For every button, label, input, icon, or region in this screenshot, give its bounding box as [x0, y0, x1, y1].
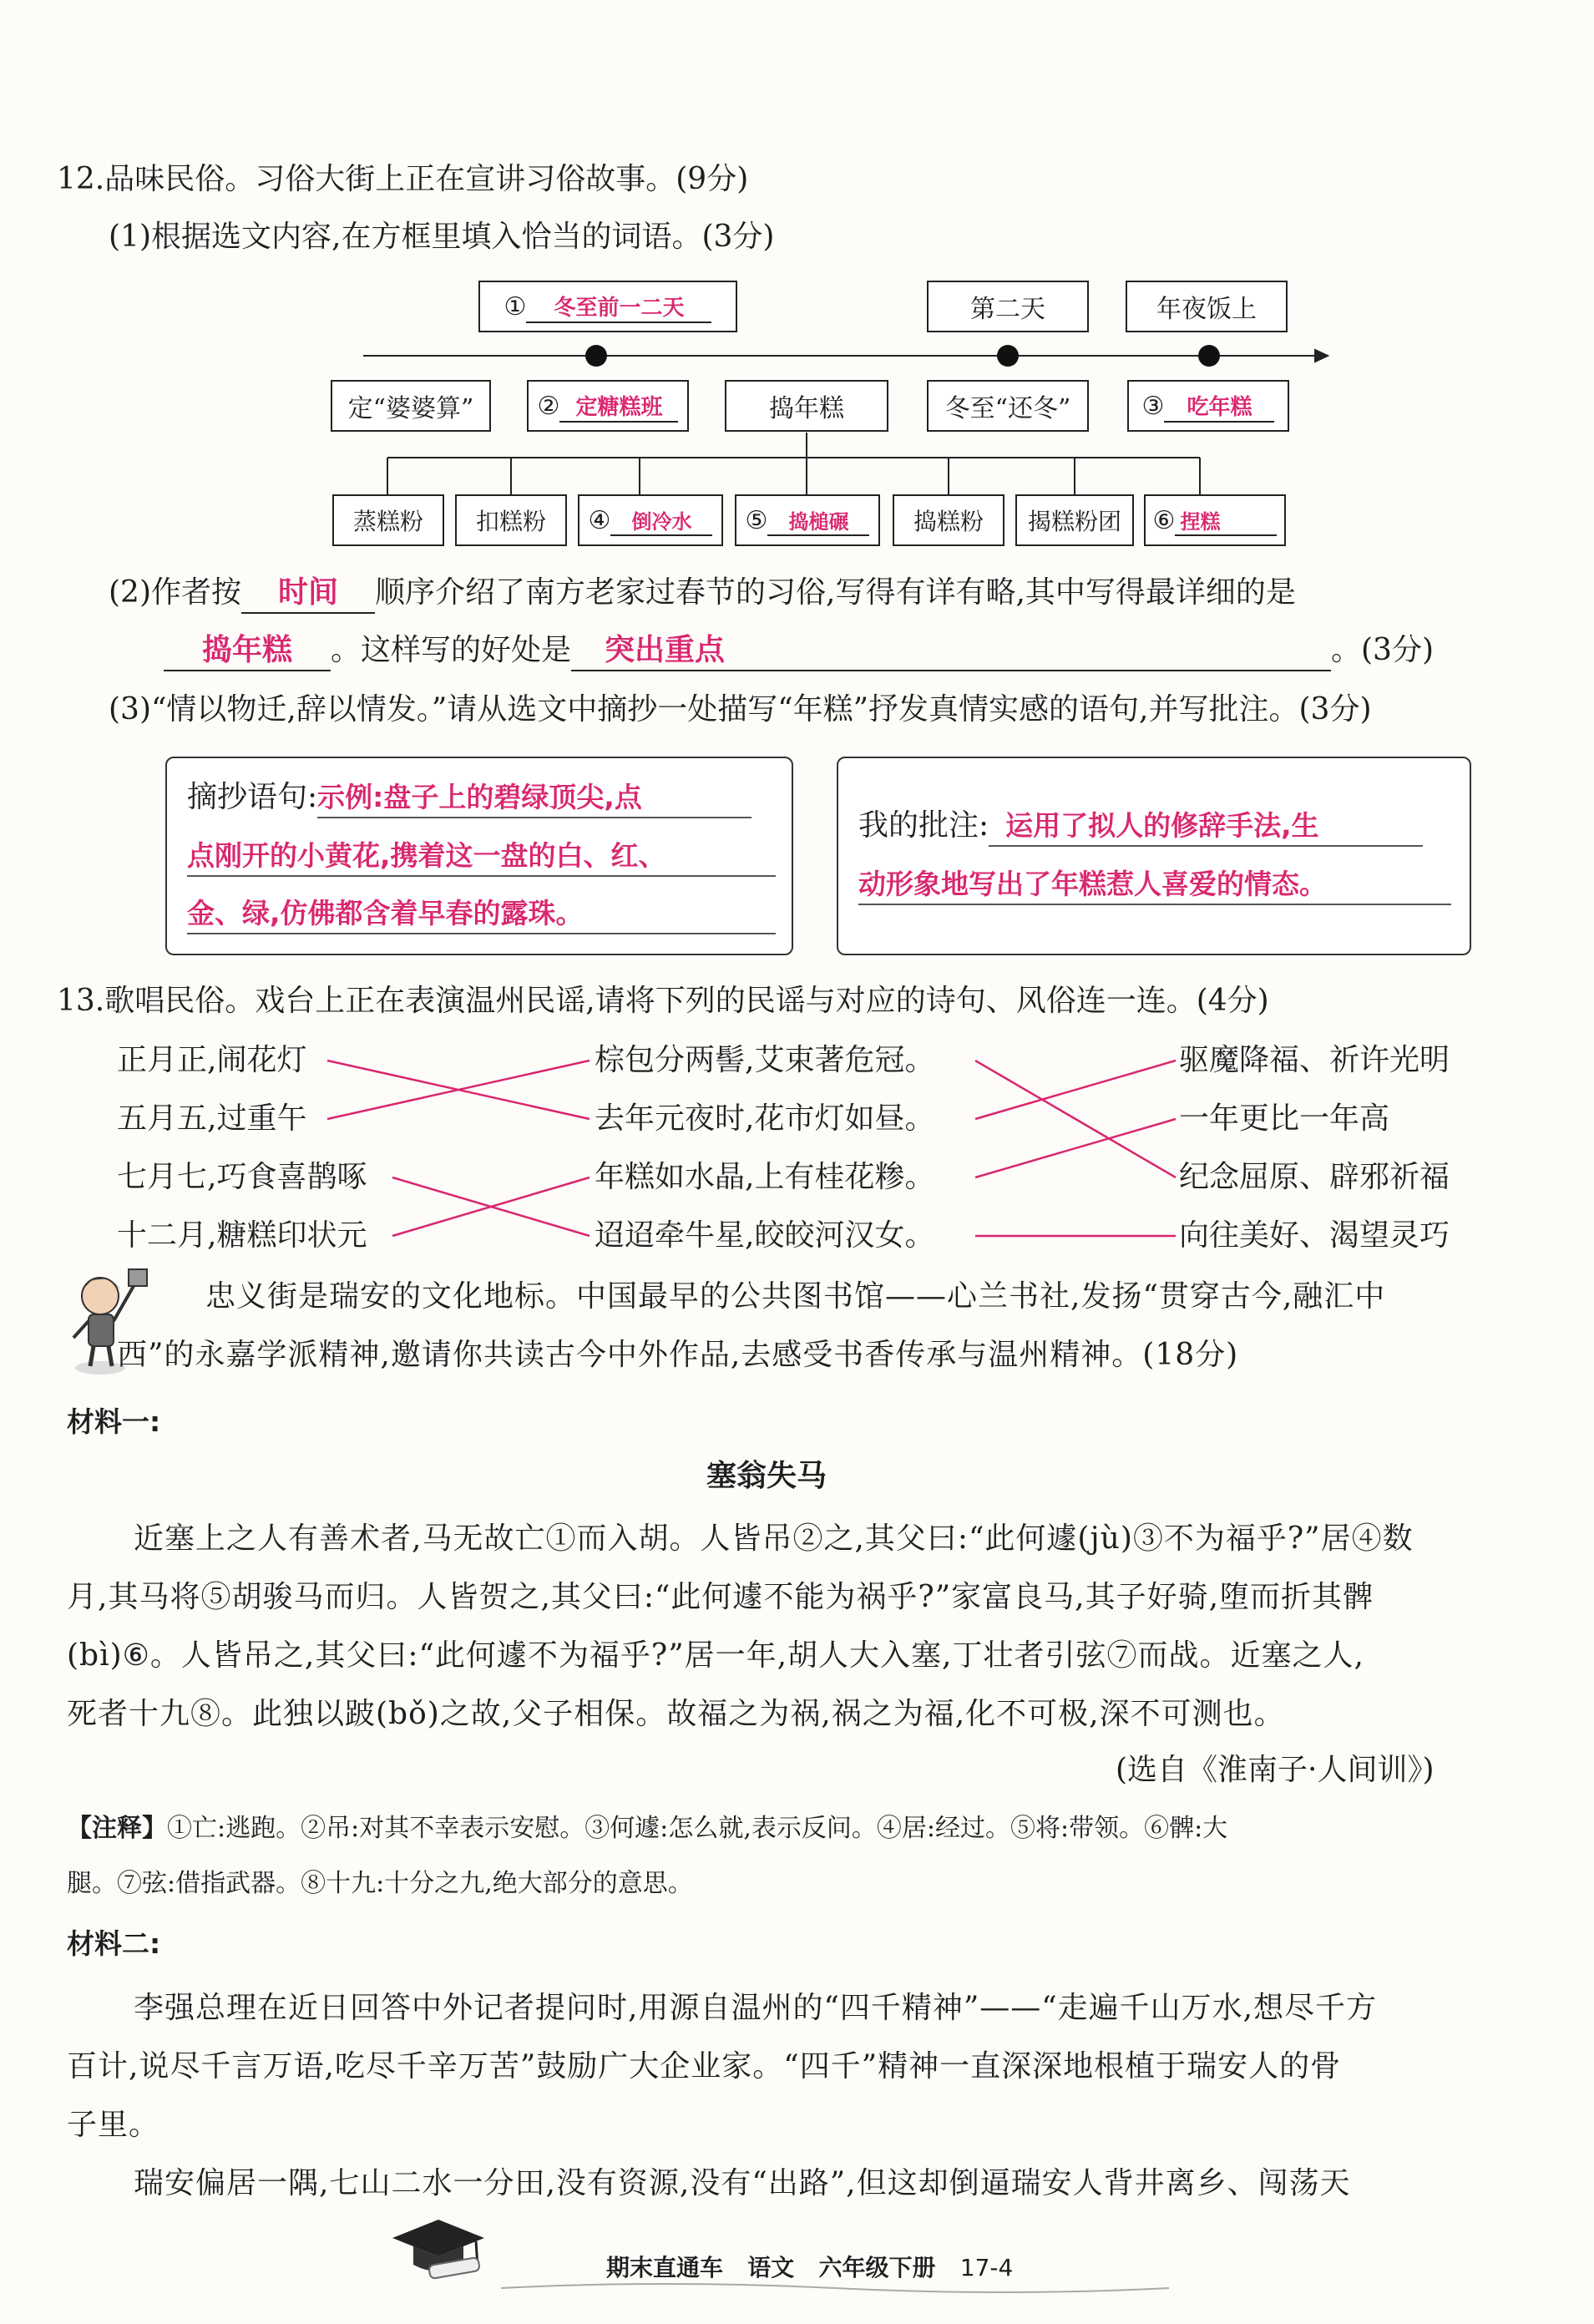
material1-title: 塞翁失马: [706, 1459, 827, 1493]
box-number: ⑤: [745, 505, 768, 535]
excerpt-line3: 金、绿,仿佛都含着早春的露珠。: [187, 894, 776, 934]
mid-box-3: 捣年糕: [725, 380, 888, 432]
comment-label: 我的批注:: [858, 808, 989, 843]
q12-sub1: (1)根据选文内容,在方框里填入恰当的词语。(3分): [109, 220, 775, 254]
timeline-dot-2: [997, 345, 1019, 367]
sub2-text-b: 顺序介绍了南方老家过春节的习俗,写得有详有略,其中写得最详细的是: [375, 575, 1296, 610]
poem-2[interactable]: 去年元夜时,花市灯如昼。: [595, 1101, 935, 1136]
footer-book: 期末直通车: [606, 2254, 724, 2281]
custom-3[interactable]: 纪念屈原、辟邪祈福: [1179, 1160, 1450, 1194]
material1-line2: 月,其马将⑤胡骏马而归。人皆贺之,其父曰:“此何遽不能为祸乎?”家富良马,其子好骑,堕而折其髀: [67, 1580, 1374, 1614]
box-number: ③: [1141, 391, 1165, 421]
footer-subject: 语文: [747, 2254, 795, 2281]
box-number: ④: [588, 505, 611, 535]
q13-title: 13.歌唱民俗。戏台上正在表演温州民谣,请将下列的民谣与对应的诗句、风俗连一连。(4分): [57, 984, 1269, 1018]
material1-label: 材料一:: [67, 1405, 161, 1438]
match-line-7: [975, 1119, 1176, 1177]
q12-sub3: (3)“情以物迁,辞以情发。”请从选文中摘抄一处描写“年糕”抒发真情实感的语句,并写批注。(3分): [109, 692, 1372, 727]
page-number: 17-4: [959, 2254, 1014, 2281]
match-line-5: [975, 1061, 1176, 1177]
answer-6: 捏糕: [1175, 505, 1277, 536]
folk-song-1[interactable]: 正月正,闹花灯: [117, 1043, 307, 1077]
footer-grade: 六年级下册: [818, 2254, 936, 2281]
excerpt-line1: 示例:盘子上的碧绿顶尖,点: [317, 778, 751, 818]
comment-row1: [858, 807, 1423, 847]
bottom-box-4: [735, 494, 880, 546]
intro-line2: 西”的永嘉学派精神,邀请你共读古今中外作品,去感受书香传承与温州精神。(18分): [117, 1338, 1239, 1372]
poem-1[interactable]: 棕包分两髻,艾束著危冠。: [595, 1043, 935, 1077]
excerpt-row1: [187, 778, 751, 818]
material1-notes-line1: [67, 1812, 1227, 1846]
footer-bar: [606, 2250, 1013, 2283]
matching-lines: [0, 1027, 1594, 1261]
mid-box-1: 定“婆婆算”: [331, 380, 491, 432]
box-number: ②: [537, 391, 560, 421]
answer-detail: 捣年糕: [164, 631, 331, 671]
top-box-3: 年夜饭上: [1126, 281, 1288, 332]
q12-sub2-line2: [164, 631, 1434, 671]
comment-line2: 动形象地写出了年糕惹人喜爱的情态。: [858, 865, 1451, 905]
bottom-box-1: 蒸糕粉: [332, 494, 444, 546]
sub2-text-c: 。这样写的好处是: [331, 633, 572, 667]
material2-line2: 百计,说尽千言万语,吃尽千辛万苦”鼓励广大企业家。“四千”精神一直深深地根植于瑞安人的骨: [67, 2049, 1342, 2083]
custom-2[interactable]: 一年更比一年高: [1179, 1101, 1390, 1136]
mid-box-4: 冬至“还冬”: [927, 380, 1089, 432]
material2-line3: 子里。: [67, 2108, 160, 2142]
folk-song-3[interactable]: 七月七,巧食喜鹊啄: [117, 1160, 367, 1194]
comment-frame: [837, 757, 1471, 955]
timeline-arrowhead: [1315, 350, 1328, 362]
sub2-text-a: (2)作者按: [109, 575, 241, 610]
q12-sub2-line1: [109, 574, 1296, 614]
notes-text1: ①亡:逃跑。②吊:对其不幸表示安慰。③何遽:怎么就,表示反问。④居:经过。⑤将:带领。⑥髀:大: [167, 1814, 1228, 1843]
material1-line3: (bì)⑥。人皆吊之,其父曰:“此何遽不为福乎?”居一年,胡人大入塞,丁壮者引弦⑦而战。近塞之人,: [67, 1638, 1364, 1673]
excerpt-line2: 点刚开的小黄花,携着这一盘的白、红、: [187, 837, 776, 877]
intro-line1: 忠义街是瑞安的文化地标。中国最早的公共图书馆——心兰书社,发扬“贯穿古今,融汇中: [205, 1279, 1386, 1314]
notes-label: 【注释】: [67, 1814, 167, 1843]
material2-line4: 瑞安偏居一隅,七山二水一分田,没有资源,没有“出路”,但这却倒逼瑞安人背井离乡、闯荡天: [134, 2166, 1351, 2200]
match-line-6: [975, 1061, 1176, 1119]
comment-line1: 运用了拟人的修辞手法,生: [989, 807, 1423, 847]
bottom-box-7: [1144, 494, 1286, 546]
custom-4[interactable]: 向往美好、渴望灵巧: [1179, 1218, 1450, 1253]
answer-4: 倒冷水: [610, 505, 712, 536]
poem-4[interactable]: 迢迢牵牛星,皎皎河汉女。: [595, 1218, 935, 1253]
q12-title: 12.品味民俗。习俗大街上正在宣讲习俗故事。(9分): [57, 162, 749, 196]
answer-3: 吃年糕: [1164, 390, 1274, 423]
top-box-1: [478, 281, 737, 332]
bottom-box-3: [578, 494, 723, 546]
material2-label: 材料二:: [67, 1927, 161, 1960]
graduation-cap-icon: [384, 2213, 493, 2288]
sub2-text-d: 。(3分): [1331, 633, 1435, 667]
answer-1: 冬至前一二天: [526, 291, 711, 323]
box-number: ①: [504, 291, 527, 322]
top-box-2: 第二天: [927, 281, 1089, 332]
material2-line1: 李强总理在近日回答中外记者提问时,用源自温州的“四千精神”——“走遍千山万水,想尽千方: [134, 1991, 1378, 2025]
bottom-box-2: 扣糕粉: [455, 494, 567, 546]
material1-source: (选自《淮南子·人间训》): [1116, 1753, 1435, 1787]
poem-3[interactable]: 年糕如水晶,上有桂花糁。: [595, 1160, 935, 1194]
material1-line1: 近塞上之人有善术者,马无故亡①而入胡。人皆吊②之,其父曰:“此何遽(jù)③不为福乎?”居④数: [134, 1521, 1414, 1556]
answer-5: 捣槌碾: [767, 505, 869, 536]
folk-song-4[interactable]: 十二月,糖糕印状元: [117, 1218, 367, 1253]
folk-song-2[interactable]: 五月五,过重午: [117, 1101, 307, 1136]
bottom-box-5: 捣糕粉: [893, 494, 1004, 546]
material1-notes-line2: 腿。⑦弦:借指武器。⑧十九:十分之九,绝大部分的意思。: [67, 1869, 693, 1898]
excerpt-label: 摘抄语句:: [187, 780, 318, 814]
material1-line4: 死者十九⑧。此独以跛(bǒ)之故,父子相保。故福之为祸,祸之为福,化不可极,深不可测也。: [67, 1697, 1285, 1731]
bottom-box-6: 揭糕粉团: [1015, 494, 1134, 546]
box-number: ⑥: [1152, 505, 1176, 535]
timeline-dot-1: [585, 345, 607, 367]
custom-1[interactable]: 驱魔降福、祈许光明: [1179, 1043, 1450, 1077]
mid-box-2: [527, 380, 689, 432]
timeline-dot-3: [1198, 345, 1220, 367]
answer-order: 时间: [241, 574, 375, 614]
mid-box-5: [1127, 380, 1289, 432]
answer-2: 定糖糕班: [559, 390, 678, 423]
answer-benefit: 突出重点: [571, 631, 1331, 671]
